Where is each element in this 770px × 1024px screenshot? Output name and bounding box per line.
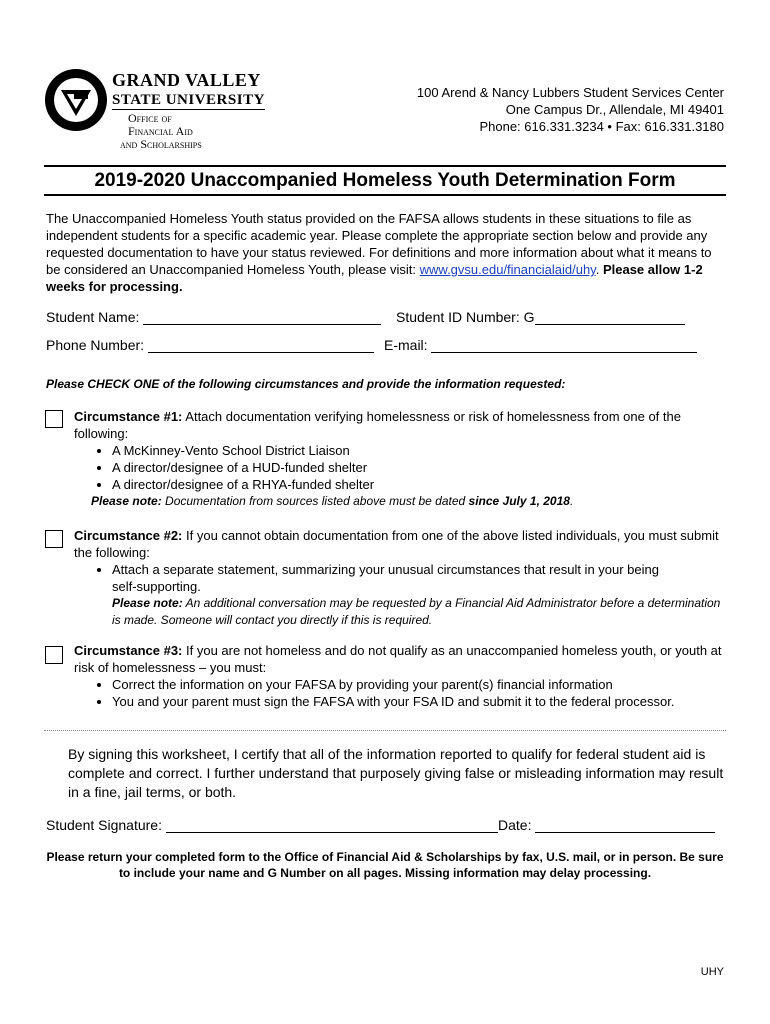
circumstance-3-list bbox=[74, 676, 724, 710]
list-item: • Correct the information on your FAFSA by providing your parent(s) financial information bbox=[112, 676, 724, 693]
form-title: 2019-2020 Unaccompanied Homeless Youth Determination Form bbox=[94, 170, 676, 191]
note-date: since July 1, 2018 bbox=[468, 494, 570, 508]
student-name-field[interactable] bbox=[143, 310, 381, 325]
note-text: Documentation from sources listed above must be dated bbox=[161, 494, 469, 508]
list-item: • A director/designee of a HUD-funded shelter bbox=[112, 459, 724, 476]
office-line2: Financial Aid bbox=[128, 124, 193, 138]
email-row bbox=[384, 337, 697, 353]
uhy-info-link[interactable]: www.gvsu.edu/financialaid/uhy bbox=[419, 262, 596, 277]
email-field[interactable] bbox=[431, 338, 697, 353]
address-line2: One Campus Dr., Allendale, MI 49401 bbox=[505, 102, 724, 117]
circumstance-3-checkbox[interactable] bbox=[45, 646, 63, 664]
date-label: Date: bbox=[498, 817, 532, 833]
circumstance-2-list bbox=[74, 561, 724, 595]
circumstance-2-heading: Circumstance #2: bbox=[74, 528, 183, 543]
title-bottom-rule bbox=[44, 194, 726, 196]
circumstance-3-text: If you are not homeless and do not qualify as an unaccompanied homeless youth, or youth at risk of homelessness – you must: bbox=[74, 643, 722, 675]
list-item: • You and your parent must sign the FAFSA with your FSA ID and submit it to the federal processor. bbox=[112, 693, 724, 710]
circumstance-2 bbox=[74, 527, 724, 629]
date-row bbox=[498, 817, 715, 833]
circumstance-2-note bbox=[74, 595, 724, 629]
circumstance-3 bbox=[74, 642, 724, 710]
note-text: An additional conversation may be requested by a Financial Aid Administrator before a determination is made. Someone will contact you directly if this is required. bbox=[112, 596, 721, 627]
signature-row bbox=[46, 817, 498, 833]
student-id-field[interactable] bbox=[535, 310, 685, 325]
circumstance-2-text: If you cannot obtain documentation from one of the above listed individuals, you must submit the following: bbox=[74, 528, 719, 560]
circumstance-1-note bbox=[74, 493, 724, 510]
student-name-row bbox=[46, 309, 381, 325]
phone-row bbox=[46, 337, 374, 353]
list-item: • A director/designee of a RHYA-funded shelter bbox=[112, 476, 724, 493]
note-label: Please note: bbox=[91, 494, 162, 508]
intro-paragraph bbox=[46, 210, 718, 295]
check-one-instructions: Please CHECK ONE of the following circumstances and provide the information requested: bbox=[46, 377, 566, 391]
circumstance-1-text: Attach documentation verifying homelessness or risk of homelessness from one of the following: bbox=[74, 409, 681, 441]
date-field[interactable] bbox=[535, 818, 715, 833]
return-notice: Please return your completed form to the Office of Financial Aid & Scholarships by fax, U.S. mail, or in person. Be sure to include your name and G Number on all pages. Missing information may delay processing. bbox=[46, 850, 724, 880]
intro-after-link: . bbox=[595, 262, 603, 277]
signature-field[interactable] bbox=[166, 818, 498, 833]
section-divider bbox=[44, 730, 726, 731]
circumstance-1-heading: Circumstance #1: bbox=[74, 409, 183, 424]
student-id-label: Student ID Number: G bbox=[396, 309, 535, 325]
circumstance-2-checkbox[interactable] bbox=[45, 530, 63, 548]
circumstance-1-list bbox=[74, 442, 724, 493]
certification-statement: By signing this worksheet, I certify that all of the information reported to qualify for federal student aid is complete and correct. I further understand that purposely giving false or misleading information may result in a fine, jail terms, or both. bbox=[68, 746, 724, 800]
circumstance-3-heading: Circumstance #3: bbox=[74, 643, 183, 658]
note-end: . bbox=[569, 494, 574, 508]
phone-label: Phone Number: bbox=[46, 337, 145, 353]
address-line1: 100 Arend & Nancy Lubbers Student Services Center bbox=[416, 85, 724, 100]
address-line3: Phone: 616.331.3234 • Fax: 616.331.3180 bbox=[479, 119, 724, 134]
office-name bbox=[120, 111, 202, 151]
gvsu-logo-icon bbox=[44, 68, 108, 132]
circumstance-1-checkbox[interactable] bbox=[45, 410, 63, 428]
brand-name-line2: STATE UNIVERSITY bbox=[112, 92, 265, 108]
title-top-rule bbox=[44, 165, 726, 167]
office-line3: and Scholarships bbox=[120, 137, 202, 151]
brand-name: GRAND VALLEY bbox=[112, 70, 261, 90]
signature-label: Student Signature: bbox=[46, 817, 162, 833]
office-address bbox=[417, 84, 724, 135]
student-name-label: Student Name: bbox=[46, 309, 140, 325]
phone-field[interactable] bbox=[148, 338, 374, 353]
office-line1: Office of bbox=[128, 111, 172, 125]
list-item: • A McKinney-Vento School District Liaison bbox=[112, 442, 724, 459]
intro-text: The Unaccompanied Homeless Youth status provided on the FAFSA allows students in these situations to file as independent students for a specific academic year. Please complete the appropriate section below and provide any requested documentation to have your status reviewed. For definitions and more information about what it means to be considered an Unaccompanied Homeless Youth, please visit: bbox=[46, 211, 712, 277]
circumstance-1 bbox=[74, 408, 724, 510]
note-label: Please note: bbox=[112, 596, 183, 610]
list-item: • Attach a separate statement, summarizing your unusual circumstances that result in your being self-supporting. bbox=[112, 561, 724, 595]
form-code: UHY bbox=[700, 966, 724, 978]
email-label: E-mail: bbox=[384, 337, 428, 353]
student-id-row bbox=[396, 309, 685, 325]
processing-time-note: Please allow 1-2 weeks for processing. bbox=[46, 262, 703, 294]
